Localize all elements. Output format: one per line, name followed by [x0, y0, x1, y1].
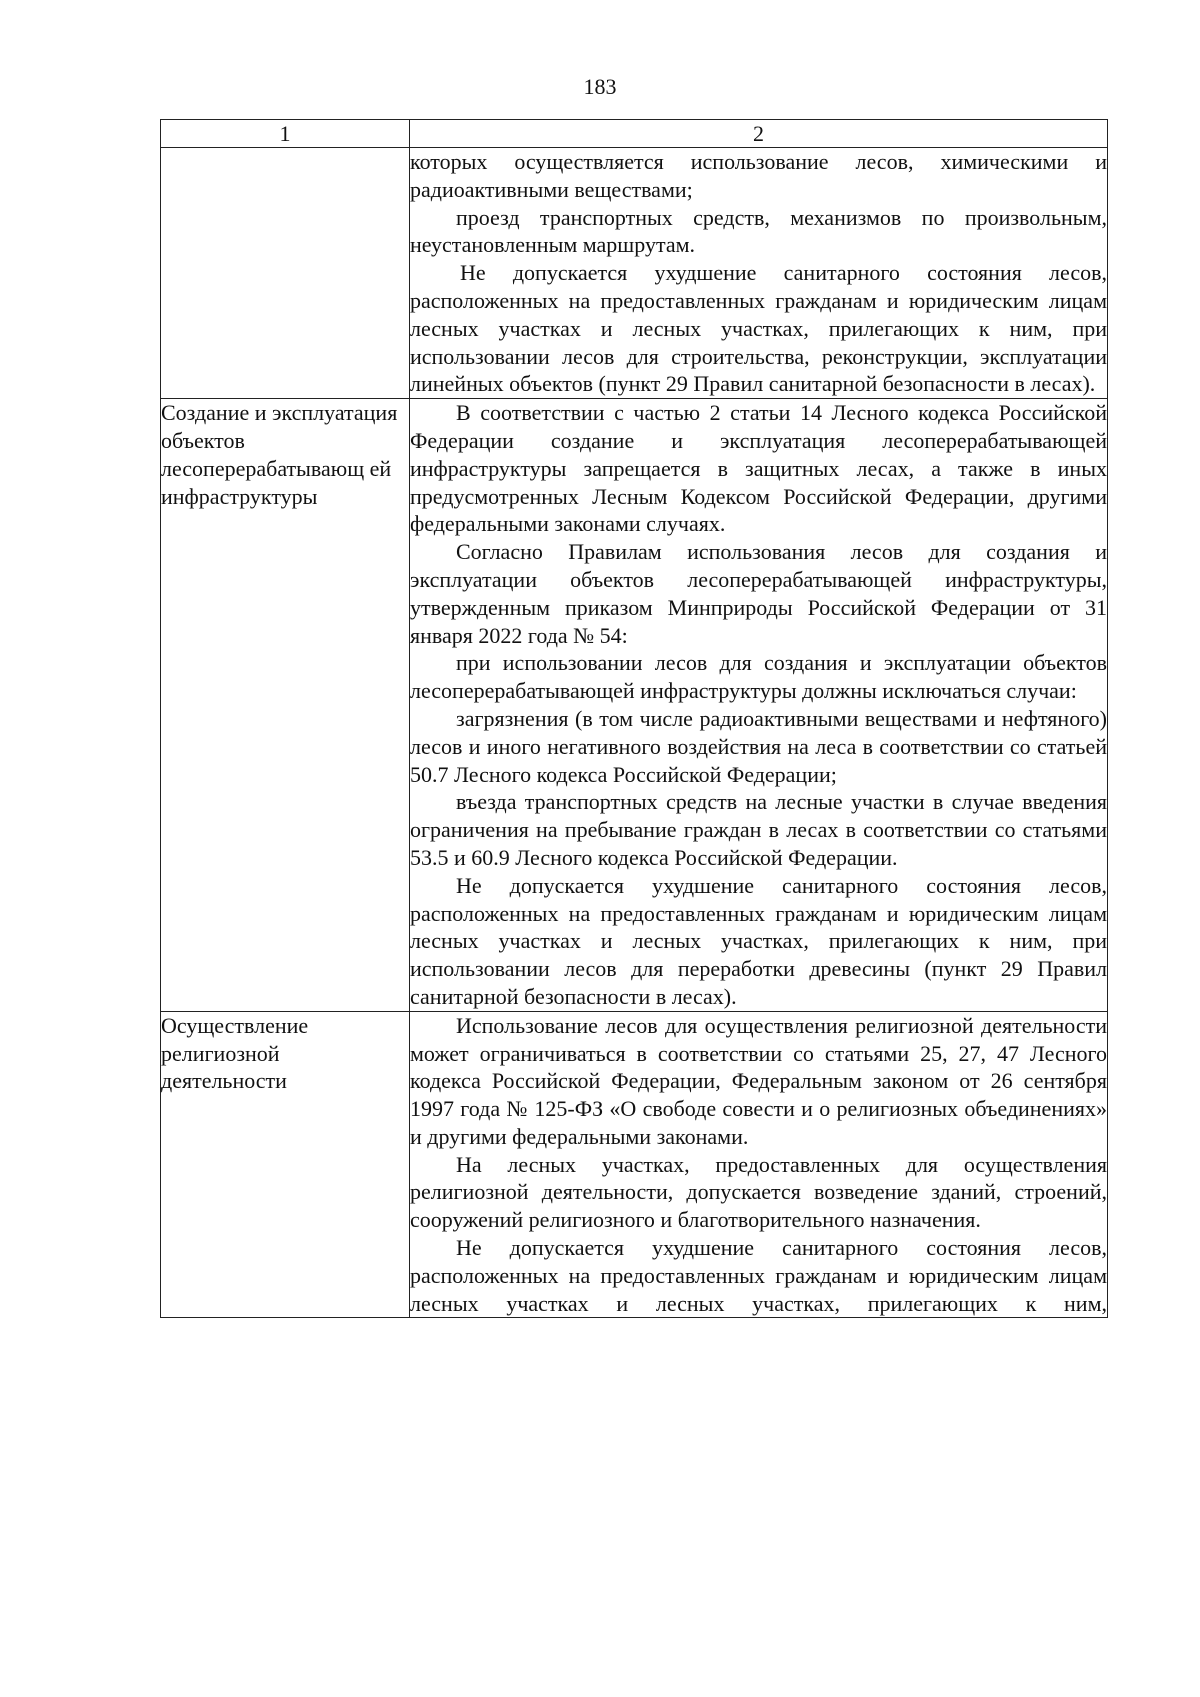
paragraph: Не допускается ухудшение санитарного состояния лесов, расположенных на предоставленных гражданам и юридическим лицам лесных участках и лесных участках, прилегающих к ним, при использовании лесов для строительства, реконструкции, эксплуатации линейных объектов (пункт 29 Правил санитарной безопасности в лесах). — [410, 260, 1107, 397]
page-number: 183 — [583, 74, 617, 99]
row-content — [410, 1011, 1108, 1318]
row-content — [410, 399, 1108, 1012]
paragraph: проезд транспортных средств, механизмов по произвольным, неустановленным маршрутам. — [410, 204, 1107, 258]
regulation-table — [160, 119, 1108, 1318]
table-row — [161, 399, 1108, 1012]
row-content — [410, 148, 1108, 399]
table-row — [161, 148, 1108, 399]
table-row — [161, 1011, 1108, 1318]
paragraph: Не допускается ухудшение санитарного состояния лесов, расположенных на предоставленных гражданам и юридическим лицам лесных участках и лесных участках, прилегающих к ним, при использовании лесов для переработки древесины (пункт 29 Правил санитарной безопасности в лесах). — [410, 872, 1107, 1009]
paragraph: которых осуществляется использование лесов, химическими и радиоактивными веществами; — [410, 149, 1107, 202]
column-1-header: 1 — [161, 120, 410, 148]
row-label — [161, 148, 410, 399]
row-label: Осуществление религиозной деятельности — [161, 1011, 410, 1318]
paragraph: Не допускается ухудшение санитарного состояния лесов, расположенных на предоставленных гражданам и юридическим лицам лесных участках и лесных участках, прилегающих к ним, — [410, 1235, 1107, 1316]
paragraph: В соответствии с частью 2 статьи 14 Лесного кодекса Российской Федерации создание и эксплуатация лесоперерабатывающей инфраструктуры запрещается в защитных лесах, а также в иных предусмотренных Лесным Кодексом Российской Федерации, другими федеральными законами случаях. — [410, 400, 1107, 537]
paragraph: при использовании лесов для создания и эксплуатации объектов лесоперерабатывающей инфраструктуры должны исключаться случаи: — [410, 650, 1107, 704]
row-label: Создание и эксплуатация объектов лесоперерабатывающ ей инфраструктуры — [161, 399, 410, 1012]
column-2-header: 2 — [410, 120, 1108, 148]
paragraph: загрязнения (в том числе радиоактивными веществами и нефтяного) лесов и иного негативного воздействия на леса в соответствии со статьей 50.7 Лесного кодекса Российской Федерации; — [410, 705, 1107, 787]
table-header-row — [161, 120, 1108, 148]
paragraph: На лесных участках, предоставленных для осуществления религиозной деятельности, допускается возведение зданий, строений, сооружений религиозного и благотворительного назначения. — [410, 1151, 1107, 1233]
paragraph: въезда транспортных средств на лесные участки в случае введения ограничения на пребывание граждан в лесах в соответствии со статьями 53.5 и 60.9 Лесного кодекса Российской Федерации. — [410, 789, 1107, 870]
paragraph: Согласно Правилам использования лесов для создания и эксплуатации объектов лесоперерабатывающей инфраструктуры, утвержденным приказом Минприроды Российской Федерации от 31 января 2022 года № 54: — [410, 539, 1107, 648]
paragraph: Использование лесов для осуществления религиозной деятельности может ограничиваться в соответствии со статьями 25, 27, 47 Лесного кодекса Российской Федерации, Федеральным законом от 26 сентября 1997 года № 125-ФЗ «О свободе совести и о религиозных объединениях» и другими федеральными законами. — [410, 1012, 1107, 1149]
